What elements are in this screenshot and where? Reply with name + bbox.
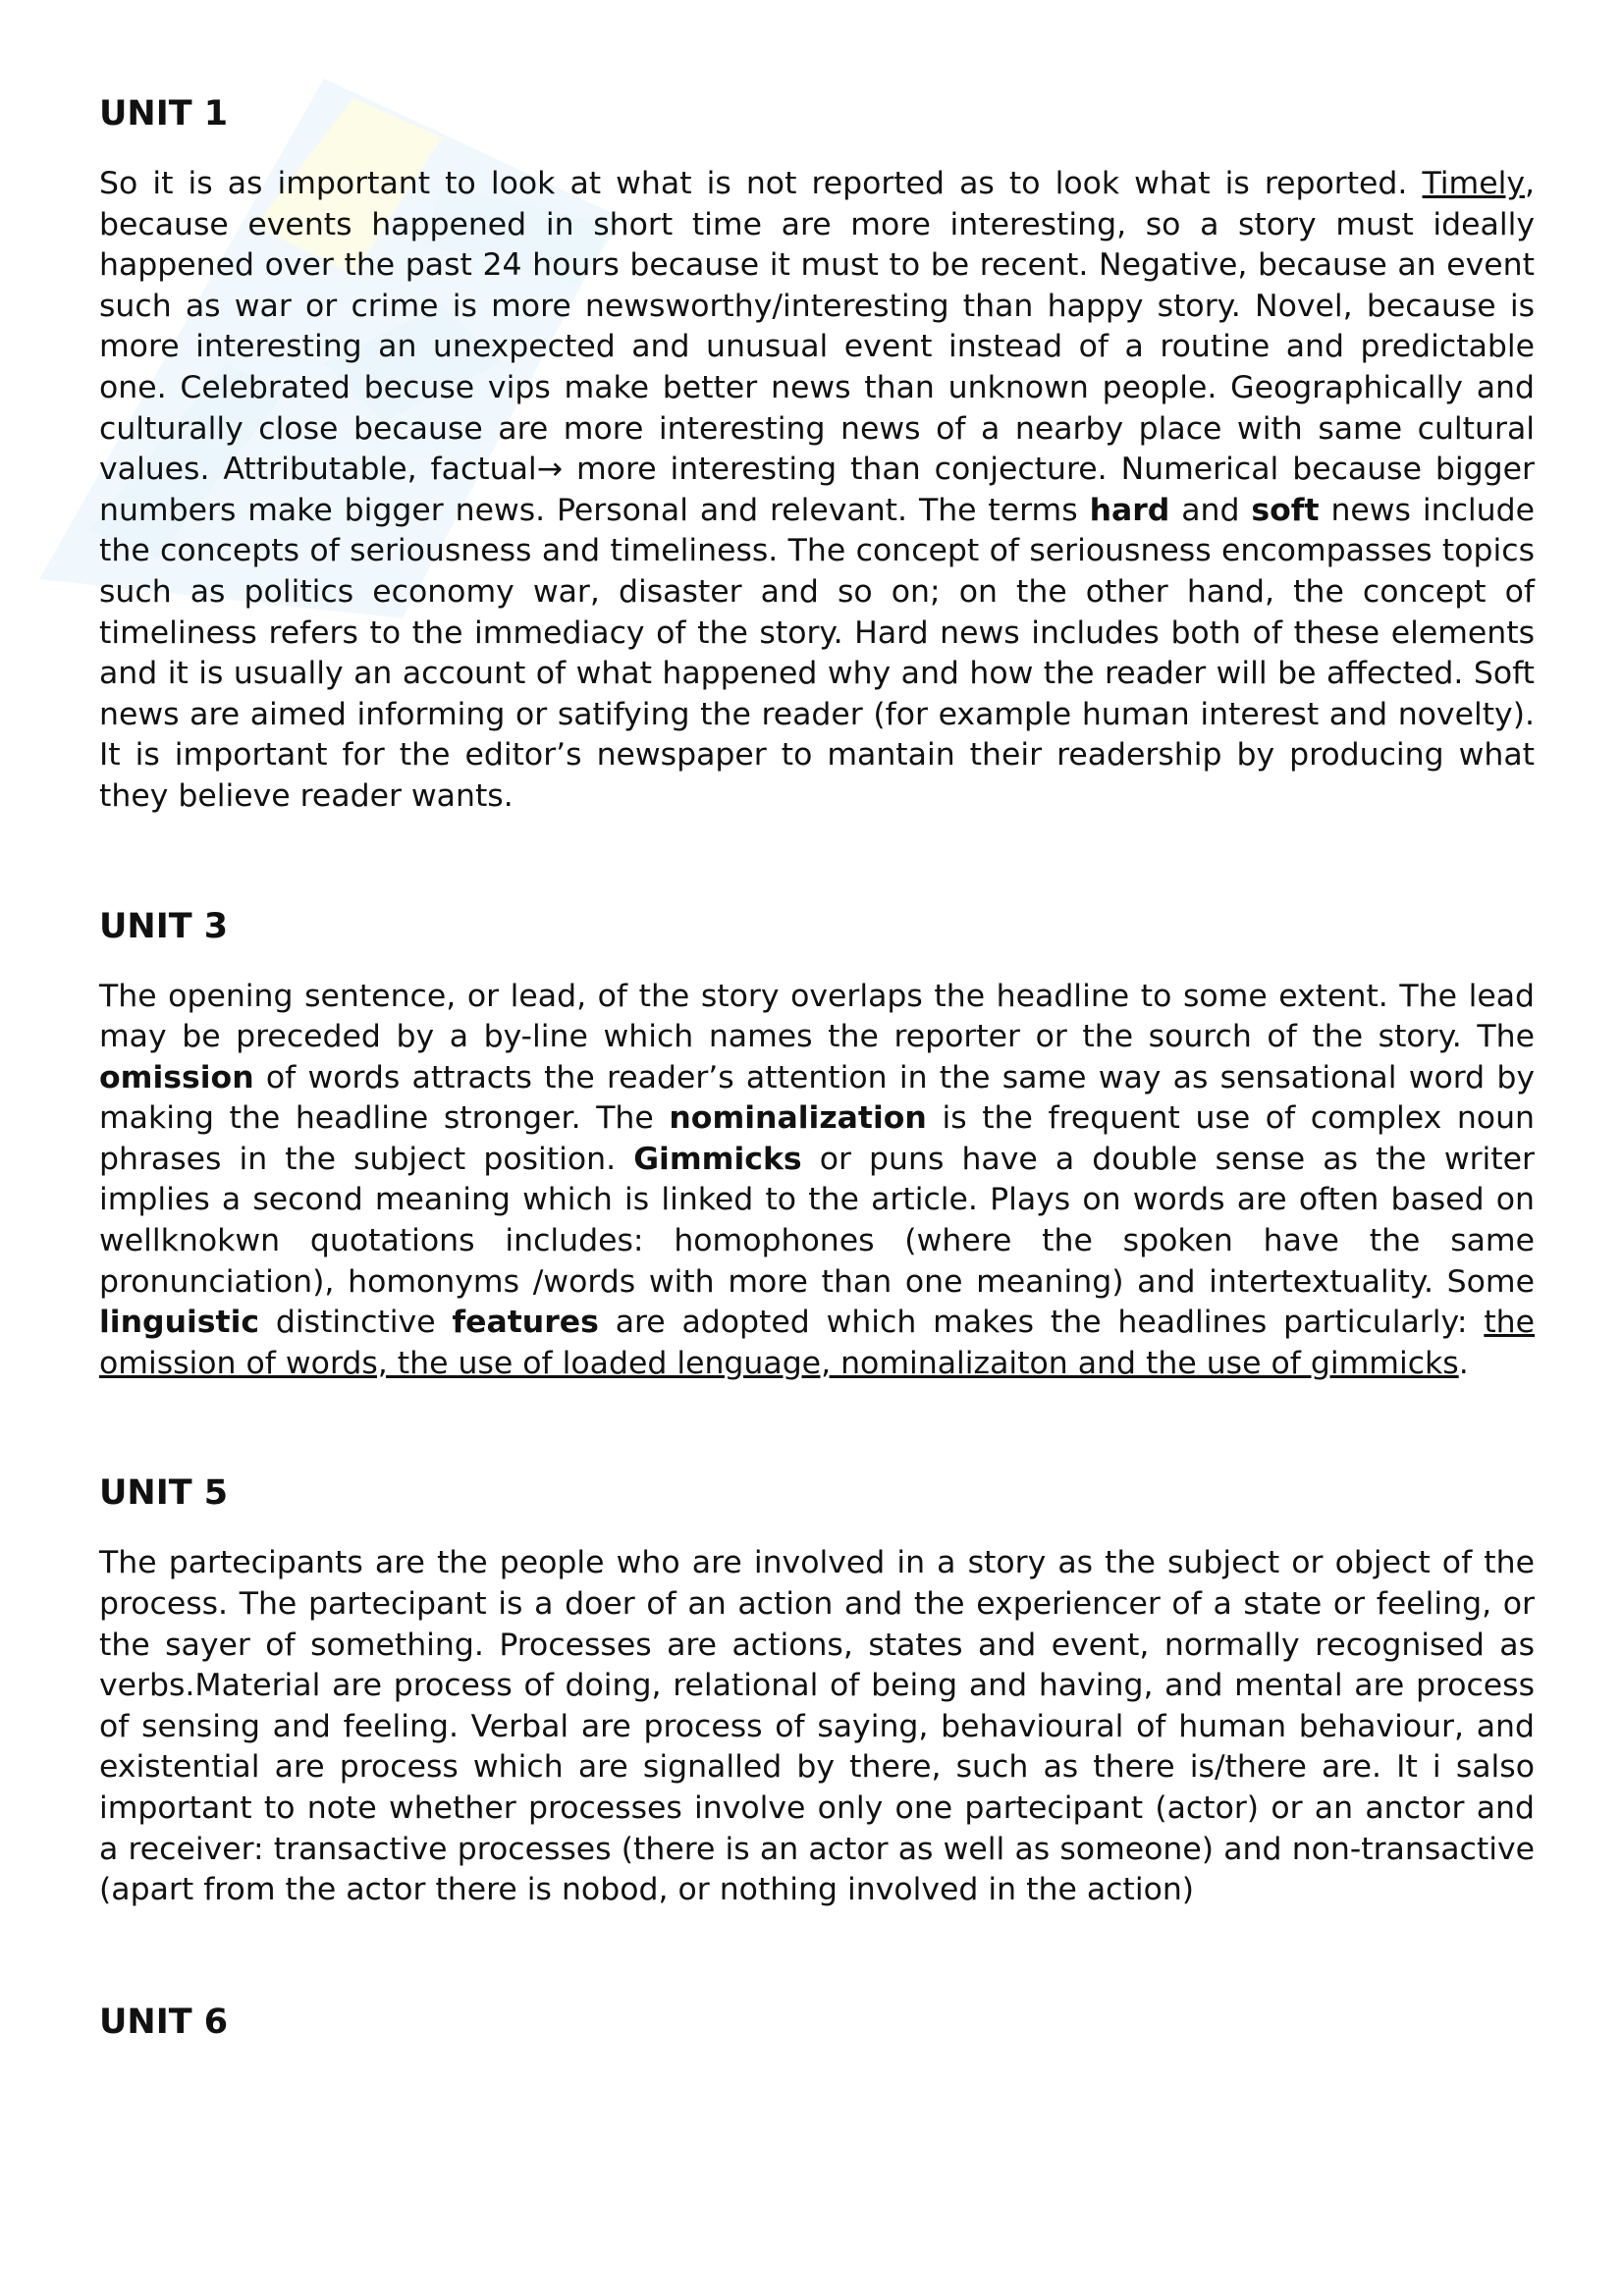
- bold-term: nominalization: [669, 1100, 927, 1137]
- unit-section: [99, 2002, 1535, 2043]
- unit-heading: UNIT 1: [99, 94, 229, 133]
- unit-paragraph: [99, 977, 1535, 1385]
- bold-term: Gimmicks: [633, 1141, 802, 1177]
- bold-term: hard: [1089, 492, 1170, 528]
- text-run: and: [1169, 492, 1252, 528]
- underlined-text: Timely: [1422, 166, 1525, 201]
- bold-term: linguistic: [99, 1305, 260, 1341]
- document-page: [99, 93, 1535, 2072]
- unit-heading: UNIT 3: [99, 906, 229, 946]
- unit-section: [99, 93, 1535, 818]
- text-run: or puns have a double sense as the writer implies a second meaning which is linked to the article. Plays on words are often based on wellknokwn quotations includes: homophones (where the spoken have the same pronunciation), homonyms /words with more than one meaning) and intertextuality. Some: [99, 1141, 1535, 1300]
- unit-heading: UNIT 5: [99, 1473, 229, 1514]
- bold-term: omission: [99, 1059, 254, 1095]
- bold-term: features: [452, 1305, 599, 1341]
- unit-section: [99, 906, 1535, 1385]
- bold-term: soft: [1251, 492, 1320, 528]
- text-run: news include the concepts of seriousness and timeliness. The concept of seriousness encompasses topics such as politics economy war, disaster and so on; on the other hand, the concept of timeliness refers to the immediacy of the story. Hard news includes both of these elements and it is usually an account of what happened why and how the reader will be affected. Soft news are aimed informing or satifying the reader (for example human interest and novelty). It is important for the editor’s newspaper to mantain their readership by producing what they believe reader wants.: [99, 492, 1535, 814]
- text-run: are adopted which makes the headlines particularly:: [598, 1305, 1485, 1341]
- unit-paragraph: [99, 1543, 1535, 1910]
- underlined-text: the omission of words, the use of loaded lenguage, nominalizaiton and the use of gimmicks: [99, 1305, 1536, 1381]
- text-run: of words attracts the reader’s attention in the same way as sensational word by making the headline stronger. The: [99, 1059, 1535, 1137]
- text-run: .: [1458, 1345, 1469, 1381]
- text-run: The partecipants are the people who are involved in a story as the subject or object of the process. The partecipant is a doer of an action and the experiencer of a state or feeling, or the sayer of something. Processes are actions, states and event, normally recognised as verbs.Material are process of doing, relational of being and having, and mental are process of sensing and feeling. Verbal are process of saying, behavioural of human behaviour, and existential are process which are signalled by there, such as there is/there are. It i salso important to note whether processes involve only one partecipant (actor) or an anctor and a receiver: transactive processes (there is an actor as well as someone) and non-transactive (apart from the actor there is nobod, or nothing involved in the action): [99, 1545, 1535, 1908]
- text-run: , because events happened in short time are more interesting, so a story must ideally happened over the past 24 hours because it must to be recent. Negative, because an event such as war or crime is more newsworthy/interesting than happy story. Novel, because is more interesting an unexpected and unusual event instead of a routine and predictable one. Celebrated becuse vips make better news than unknown people. Geographically and culturally close because are more interesting news of a nearby place with same cultural values. Attributable, factual→ more interesting than conjecture. Numerical because bigger numbers make bigger news. Personal and relevant. The terms: [99, 166, 1535, 528]
- text-run: So it is as important to look at what is not reported as to look what is reported.: [99, 166, 1423, 201]
- unit-paragraph: [99, 164, 1535, 818]
- unit-section: [99, 1472, 1535, 1910]
- unit-heading: UNIT 6: [99, 2002, 229, 2042]
- text-run: The opening sentence, or lead, of the story overlaps the headline to some extent. The lead may be preceded by a by-line which names the reporter or the sourch of the story. The: [99, 978, 1535, 1055]
- text-run: is the frequent use of complex noun phrases in the subject position.: [99, 1100, 1536, 1177]
- text-run: distinctive: [259, 1305, 453, 1341]
